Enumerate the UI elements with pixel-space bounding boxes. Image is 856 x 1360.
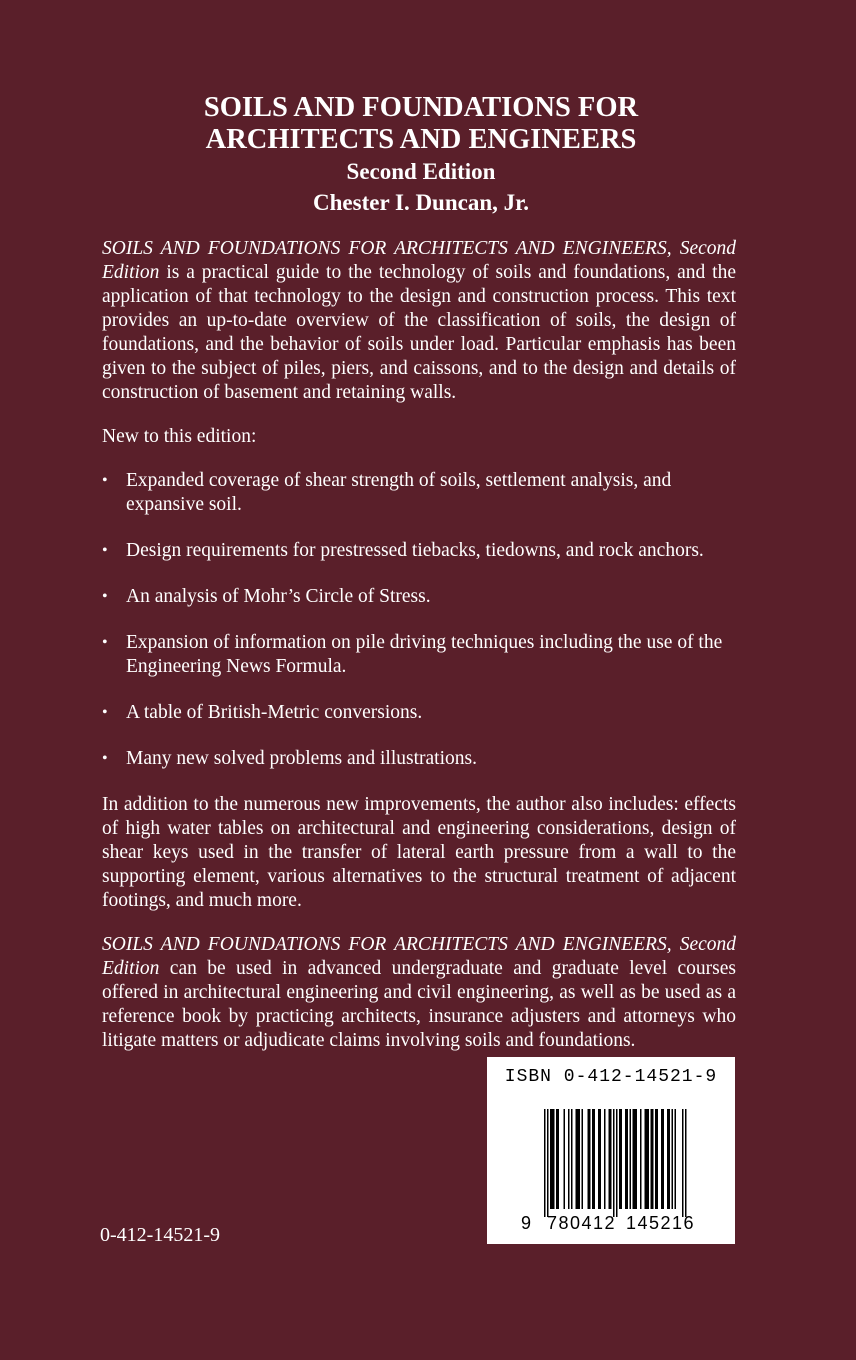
barcode-bar [661,1109,663,1209]
book-title-line-1: SOILS AND FOUNDATIONS FOR [203,92,639,123]
barcode-bar [552,1109,554,1209]
barcode-bar [553,1109,555,1209]
barcode-bar [577,1109,579,1209]
barcode-bar [564,1109,566,1209]
barcode-bar [550,1109,552,1209]
barcode-bar [640,1109,642,1209]
barcode-bar [685,1109,687,1217]
barcode-bar [657,1109,659,1209]
book-title-line-2: ARCHITECTS AND ENGINEERS [205,124,637,155]
barcode-bar [589,1109,591,1209]
closing-edition: Second Edition [102,934,736,979]
barcode-bar [648,1109,650,1209]
new-edition-heading: New to this edition: [102,426,257,447]
barcode-bar [582,1109,584,1209]
intro-book-title: SOILS AND FOUNDATIONS FOR ARCHITECTS AND ENGINEERS, [102,238,672,259]
barcode-bar [594,1109,596,1209]
barcode-bar [645,1109,647,1209]
barcode-bar [663,1109,665,1209]
barcode-bar [568,1109,570,1209]
barcode-bar [576,1109,578,1209]
barcode-bar [669,1109,671,1209]
bullet-icon: • [102,542,108,559]
barcode-box [487,1057,735,1244]
barcode-digits-right: 145216 [626,1213,696,1233]
additions-paragraph: In addition to the numerous new improvements, the author also includes: effects of high water tables on architectural and engineering considerations, design of shear keys used in the transfer of lateral earth pressure from a wall to the supporting element, various alternatives to the structural treatment of adjacent footings, and much more. [102,794,736,911]
barcode-bar [604,1109,606,1209]
barcode-bar [634,1109,636,1209]
list-item: • Expanded coverage of shear strength of soils, settlement analysis, and expansive soil. [102,470,672,515]
barcode-bar [613,1109,615,1217]
barcode-digits-left: 780412 [547,1213,617,1233]
barcode-bar [675,1109,677,1209]
barcode-bar [655,1109,657,1209]
barcode-bar [616,1109,618,1217]
barcode-bar [598,1109,600,1209]
barcode-bar [609,1109,611,1209]
bullet-icon: • [102,750,108,767]
list-item: • Expansion of information on pile driving techniques including the use of the Engineering News Formula. [102,632,723,677]
barcode-bar [682,1109,684,1217]
barcode-bar [672,1109,674,1209]
barcode-bar [558,1109,560,1209]
closing-book-title: SOILS AND FOUNDATIONS FOR ARCHITECTS AND ENGINEERS, [102,934,672,955]
intro-edition: Second Edition [102,238,736,283]
barcode-bar [547,1109,549,1217]
list-item: • Design requirements for prestressed tiebacks, tiedowns, and rock anchors. [102,540,704,561]
title-block [0,92,842,219]
barcode-bar [600,1109,602,1209]
list-item: • Many new solved problems and illustrations. [102,748,477,769]
barcode-bar [579,1109,581,1209]
closing-text: can be used in advanced undergraduate and graduate level courses offered in architectural engineering and civil engineering, as well as be used as a reference book by practicing architects, insurance adjusters and attorneys who litigate matters or adjudicate claims involving soils and foundations. [102,958,736,1051]
bullet-icon: • [102,472,108,489]
barcode-bar [544,1109,546,1217]
list-item: • An analysis of Mohr’s Circle of Stress. [102,586,431,607]
bullet-icon: • [102,634,108,651]
barcode-bar [588,1109,590,1209]
barcode-bar [592,1109,594,1209]
bullet-icon: • [102,704,108,721]
barcode-bar [610,1109,612,1209]
feature-list [102,469,736,771]
barcode-bar [667,1109,669,1209]
intro-paragraph [102,237,736,405]
description-body [102,237,736,1053]
isbn-number: 0-412-14521-9 [100,1224,220,1246]
barcode-bar [636,1109,638,1209]
barcode-bar [625,1109,627,1209]
barcode-bar [621,1109,623,1209]
edition-label: Second Edition [346,159,496,184]
barcode-bar [627,1109,629,1209]
barcode-isbn-label: ISBN 0-412-14521-9 [504,1067,718,1087]
barcode-bar [630,1109,632,1209]
barcode-bar [633,1109,635,1209]
barcode-bar [619,1109,621,1209]
barcode-bar [646,1109,648,1209]
barcode-bar [571,1109,573,1209]
closing-paragraph [102,933,736,1053]
barcode-digit-first: 9 [521,1213,533,1233]
list-item: • A table of British-Metric conversions. [102,702,423,723]
barcode-bar [652,1109,654,1209]
author-name: Chester I. Duncan, Jr. [313,190,529,215]
barcode-bar [556,1109,558,1209]
bullet-icon: • [102,588,108,605]
barcode-bar [651,1109,653,1209]
intro-text: is a practical guide to the technology of soils and foundations, and the application of that technology to the design and construction process. This text provides an up-to-date overview of the classification of soils, the design of foundations, and the behavior of soils under load. Particular emphasis has been given to the subject of piles, piers, and caissons, and to the design and details of construction of basement and retaining walls. [102,262,736,403]
